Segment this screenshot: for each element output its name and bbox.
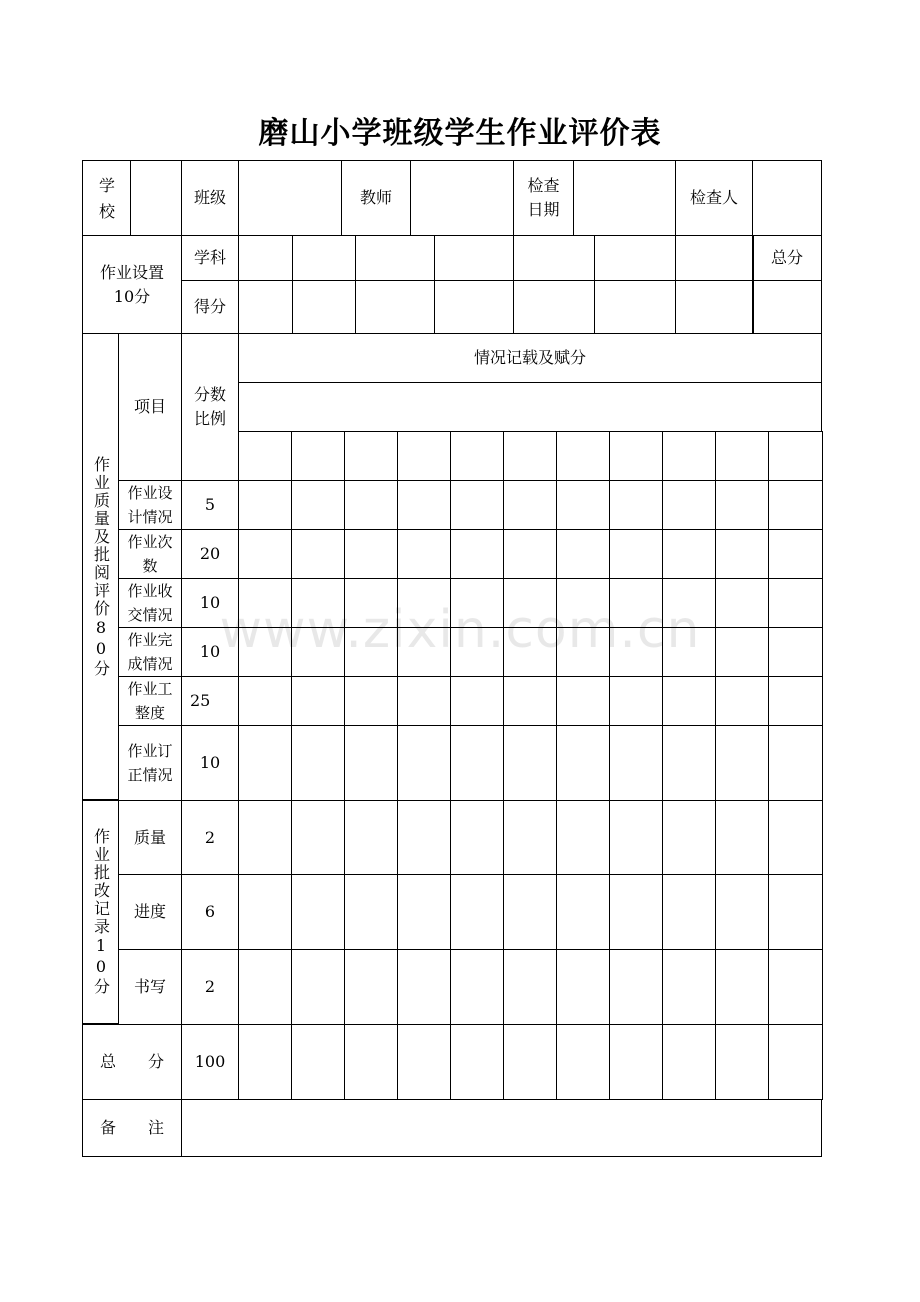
quality-score-cell[interactable] [715, 578, 769, 628]
subject-label: 学科 [193, 248, 226, 267]
school-value-cell[interactable] [130, 160, 182, 236]
teacher-label: 教师 [359, 188, 392, 207]
quality-score-cell[interactable] [609, 480, 663, 530]
correction-score-cell[interactable] [662, 949, 716, 1025]
quality-item-cell [118, 627, 182, 677]
quality-score-cell[interactable] [503, 725, 557, 801]
quality-score-cell[interactable] [662, 578, 716, 628]
ratio-header: 分数 比例 [193, 385, 226, 428]
correction-score-cell[interactable] [238, 874, 292, 950]
record-column-cell[interactable] [397, 431, 451, 481]
subject-cell[interactable] [355, 235, 435, 281]
quality-score-cell[interactable] [503, 480, 557, 530]
total-score-cell[interactable] [503, 1024, 557, 1100]
record-column-cell[interactable] [344, 431, 398, 481]
correction-score-cell[interactable] [450, 874, 504, 950]
watermark: www.zixin.com.cn [219, 600, 701, 660]
correction-score-cell[interactable] [344, 949, 398, 1025]
quality-score-cell[interactable] [450, 578, 504, 628]
quality-score-cell[interactable] [503, 676, 557, 726]
quality-ratio-cell [181, 627, 239, 677]
quality-score-cell[interactable] [662, 529, 716, 579]
correction-score-cell[interactable] [397, 800, 451, 875]
correction-score-cell[interactable] [397, 874, 451, 950]
correction-side-label-cell [82, 800, 119, 1024]
quality-score-cell[interactable] [397, 676, 451, 726]
subject-label-cell [181, 235, 239, 281]
quality-score-cell[interactable] [344, 480, 398, 530]
correction-score-cell[interactable] [291, 949, 345, 1025]
quality-ratio-value: 25 [190, 691, 211, 710]
item-header: 项目 [133, 397, 166, 416]
quality-score-cell[interactable] [609, 529, 663, 579]
total-row-label-cell [82, 1024, 182, 1100]
evaluation-table [82, 0, 822, 1302]
score-cell[interactable] [238, 280, 293, 334]
record-column-cell[interactable] [450, 431, 504, 481]
correction-ratio-value: 2 [204, 827, 216, 847]
score-cell[interactable] [594, 280, 676, 334]
correction-score-cell[interactable] [450, 949, 504, 1025]
quality-score-cell[interactable] [397, 627, 451, 677]
quality-score-cell[interactable] [450, 480, 504, 530]
subject-cell[interactable] [594, 235, 676, 281]
check-date-label-cell [513, 160, 574, 236]
quality-score-cell[interactable] [450, 627, 504, 677]
quality-ratio-cell [181, 676, 239, 726]
total-row-label: 总 分 [99, 1052, 164, 1071]
quality-score-cell[interactable] [609, 627, 663, 677]
quality-score-cell[interactable] [344, 725, 398, 801]
class-label-cell [181, 160, 239, 236]
quality-item-label: 作业完 成情况 [127, 631, 173, 673]
record-column-cell[interactable] [609, 431, 663, 481]
correction-ratio-cell [181, 800, 239, 875]
quality-score-cell[interactable] [715, 676, 769, 726]
correction-score-cell[interactable] [662, 800, 716, 875]
item-header-cell [118, 333, 182, 481]
quality-ratio-cell [181, 529, 239, 579]
quality-score-cell[interactable] [715, 627, 769, 677]
quality-score-cell[interactable] [768, 529, 823, 579]
correction-score-cell[interactable] [768, 800, 823, 875]
subject-cell[interactable] [238, 235, 293, 281]
quality-score-cell[interactable] [609, 725, 663, 801]
class-label: 班级 [193, 188, 226, 207]
correction-item-label: 质量 [133, 827, 166, 847]
quality-score-cell[interactable] [768, 676, 823, 726]
total-score-cell[interactable] [662, 1024, 716, 1100]
quality-score-cell[interactable] [768, 578, 823, 628]
quality-score-cell[interactable] [556, 529, 610, 579]
record-column-cell[interactable] [503, 431, 557, 481]
total-label: 总分 [770, 248, 803, 267]
correction-score-cell[interactable] [715, 949, 769, 1025]
correction-score-cell[interactable] [450, 800, 504, 875]
correction-ratio-value: 6 [204, 902, 216, 921]
school-label: 学 校 [98, 176, 115, 221]
correction-score-cell[interactable] [397, 949, 451, 1025]
quality-side-label: 作业质量及批阅评价80分 [91, 455, 111, 678]
correction-score-cell[interactable] [609, 800, 663, 875]
quality-score-cell[interactable] [556, 676, 610, 726]
quality-score-cell[interactable] [397, 725, 451, 801]
quality-ratio-value: 10 [199, 593, 221, 612]
correction-score-cell[interactable] [291, 800, 345, 875]
quality-item-label: 作业订 正情况 [127, 742, 173, 784]
quality-score-cell[interactable] [291, 627, 345, 677]
page-title: 磨山小学班级学生作业评价表 [258, 116, 662, 151]
record-header: 情况记载及赋分 [473, 348, 586, 367]
quality-item-cell [118, 578, 182, 628]
quality-score-cell[interactable] [503, 529, 557, 579]
remarks-label: 备 注 [99, 1118, 164, 1137]
check-date-value-cell[interactable] [573, 160, 676, 236]
correction-score-cell[interactable] [715, 874, 769, 950]
quality-score-cell[interactable] [291, 676, 345, 726]
quality-score-cell[interactable] [450, 529, 504, 579]
total-label-cell [752, 235, 822, 281]
correction-item-cell [118, 949, 182, 1025]
quality-ratio-value: 20 [199, 544, 221, 563]
quality-ratio-cell [181, 725, 239, 801]
correction-score-cell[interactable] [556, 874, 610, 950]
quality-ratio-value: 10 [199, 753, 221, 772]
correction-item-label: 书写 [133, 977, 166, 996]
quality-side-label-cell [82, 333, 119, 800]
correction-item-cell [118, 800, 182, 875]
remarks-value-cell[interactable] [181, 1099, 822, 1157]
quality-score-cell[interactable] [556, 627, 610, 677]
checker-label: 检查人 [689, 188, 738, 207]
quality-item-cell [118, 676, 182, 726]
total-row-value: 100 [194, 1052, 226, 1071]
quality-score-cell[interactable] [768, 725, 823, 801]
subject-cell[interactable] [434, 235, 514, 281]
record-column-cell[interactable] [662, 431, 716, 481]
quality-score-cell[interactable] [238, 725, 292, 801]
correction-score-cell[interactable] [556, 949, 610, 1025]
quality-ratio-cell [181, 578, 239, 628]
class-value-cell[interactable] [238, 160, 342, 236]
quality-score-cell[interactable] [609, 578, 663, 628]
quality-score-cell[interactable] [238, 676, 292, 726]
teacher-value-cell[interactable] [410, 160, 514, 236]
score-cell[interactable] [355, 280, 435, 334]
quality-score-cell[interactable] [397, 480, 451, 530]
quality-score-cell[interactable] [662, 725, 716, 801]
score-cell[interactable] [434, 280, 514, 334]
correction-side-label: 作业批改记录10分 [91, 828, 111, 996]
correction-item-cell [118, 874, 182, 950]
quality-score-cell[interactable] [291, 578, 345, 628]
correction-score-cell[interactable] [238, 800, 292, 875]
score-cell[interactable] [513, 280, 595, 334]
correction-score-cell[interactable] [609, 874, 663, 950]
quality-score-cell[interactable] [344, 529, 398, 579]
correction-item-label: 进度 [133, 902, 166, 921]
record-header-cell [238, 333, 822, 383]
correction-score-cell[interactable] [662, 874, 716, 950]
quality-score-cell[interactable] [397, 578, 451, 628]
record-column-cell[interactable] [556, 431, 610, 481]
score-cell[interactable] [675, 280, 754, 334]
total-score-cell[interactable] [344, 1024, 398, 1100]
quality-score-cell[interactable] [450, 725, 504, 801]
correction-score-cell[interactable] [503, 800, 557, 875]
subject-cell[interactable] [675, 235, 754, 281]
checker-label-cell [675, 160, 753, 236]
quality-score-cell[interactable] [344, 627, 398, 677]
record-column-cell[interactable] [768, 431, 823, 481]
quality-score-cell[interactable] [556, 725, 610, 801]
check-date-label: 检查 日期 [527, 176, 560, 219]
correction-score-cell[interactable] [715, 800, 769, 875]
quality-ratio-value: 5 [204, 495, 216, 514]
quality-item-label: 作业工 整度 [127, 680, 173, 722]
correction-score-cell[interactable] [609, 949, 663, 1025]
total-score-cell[interactable] [397, 1024, 451, 1100]
quality-score-cell[interactable] [556, 480, 610, 530]
quality-item-cell [118, 725, 182, 801]
correction-score-cell[interactable] [556, 800, 610, 875]
total-row-value-cell [181, 1024, 239, 1100]
score-label-cell [181, 280, 239, 334]
quality-score-cell[interactable] [768, 627, 823, 677]
quality-score-cell[interactable] [450, 676, 504, 726]
quality-score-cell[interactable] [291, 529, 345, 579]
correction-score-cell[interactable] [503, 874, 557, 950]
ratio-header-cell [181, 333, 239, 481]
quality-score-cell[interactable] [397, 529, 451, 579]
quality-score-cell[interactable] [662, 627, 716, 677]
quality-score-cell[interactable] [662, 480, 716, 530]
homework-setting-label-cell [82, 235, 182, 334]
quality-score-cell[interactable] [238, 529, 292, 579]
teacher-label-cell [341, 160, 411, 236]
quality-score-cell[interactable] [503, 578, 557, 628]
total-score-cell[interactable] [768, 1024, 823, 1100]
total-score-cell[interactable] [715, 1024, 769, 1100]
correction-score-cell[interactable] [344, 874, 398, 950]
quality-ratio-cell [181, 480, 239, 530]
quality-score-cell[interactable] [291, 725, 345, 801]
quality-item-label: 作业设 计情况 [127, 484, 173, 526]
quality-score-cell[interactable] [238, 627, 292, 677]
quality-score-cell[interactable] [503, 627, 557, 677]
quality-score-cell[interactable] [344, 578, 398, 628]
quality-item-cell [118, 529, 182, 579]
checker-value-cell[interactable] [752, 160, 822, 236]
quality-score-cell[interactable] [609, 676, 663, 726]
correction-ratio-cell [181, 874, 239, 950]
score-cell[interactable] [292, 280, 356, 334]
correction-ratio-value: 2 [204, 977, 216, 996]
quality-item-label: 作业收 交情况 [127, 582, 173, 624]
quality-score-cell[interactable] [238, 480, 292, 530]
quality-item-cell [118, 480, 182, 530]
quality-score-cell[interactable] [238, 578, 292, 628]
score-label: 得分 [193, 297, 226, 316]
correction-score-cell[interactable] [344, 800, 398, 875]
quality-score-cell[interactable] [291, 480, 345, 530]
total-score-cell[interactable] [556, 1024, 610, 1100]
total-score-cell[interactable] [238, 1024, 292, 1100]
quality-ratio-value: 10 [199, 642, 221, 661]
total-score-cell[interactable] [291, 1024, 345, 1100]
correction-score-cell[interactable] [291, 874, 345, 950]
quality-score-cell[interactable] [662, 676, 716, 726]
quality-score-cell[interactable] [715, 480, 769, 530]
correction-score-cell[interactable] [238, 949, 292, 1025]
record-column-cell[interactable] [238, 431, 292, 481]
correction-score-cell[interactable] [503, 949, 557, 1025]
quality-score-cell[interactable] [768, 480, 823, 530]
homework-setting-label: 作业设置 10分 [99, 262, 164, 306]
correction-ratio-cell [181, 949, 239, 1025]
subject-cell[interactable] [292, 235, 356, 281]
record-subheader-cell[interactable] [238, 382, 822, 432]
remarks-label-cell [82, 1099, 182, 1157]
total-score-cell[interactable] [609, 1024, 663, 1100]
total-value-cell[interactable] [752, 280, 822, 334]
subject-cell[interactable] [513, 235, 595, 281]
correction-score-cell[interactable] [768, 949, 823, 1025]
quality-item-label: 作业次 数 [127, 533, 173, 575]
quality-score-cell[interactable] [556, 578, 610, 628]
record-column-cell[interactable] [291, 431, 345, 481]
correction-score-cell[interactable] [768, 874, 823, 950]
record-column-cell[interactable] [715, 431, 769, 481]
quality-score-cell[interactable] [344, 676, 398, 726]
quality-score-cell[interactable] [715, 725, 769, 801]
quality-score-cell[interactable] [715, 529, 769, 579]
total-score-cell[interactable] [450, 1024, 504, 1100]
